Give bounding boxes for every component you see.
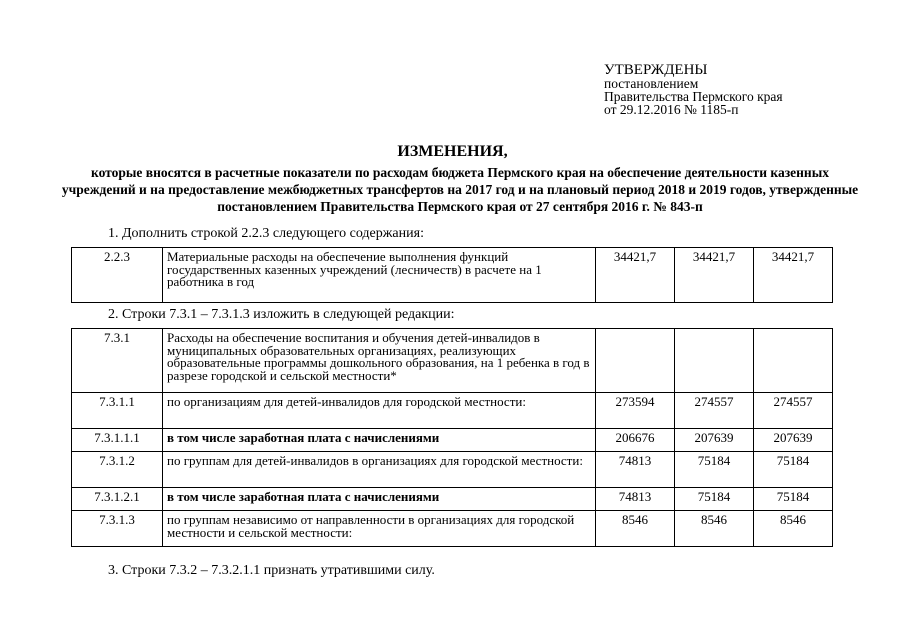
row-value-2017: 34421,7 [596,248,675,303]
table-row [72,329,833,393]
row-value-2019: 274557 [754,393,833,429]
table-row [72,452,833,488]
row-value-2017: 8546 [596,511,675,547]
row-code: 2.2.3 [72,248,163,303]
row-value-2019: 8546 [754,511,833,547]
row-value-2018: 8546 [675,511,754,547]
row-value-2018: 75184 [675,488,754,511]
row-code: 7.3.1.1.1 [72,429,163,452]
item-2-text: 2. Строки 7.3.1 – 7.3.1.3 изложить в следующей редакции: [108,307,455,322]
row-value-2019: 75184 [754,488,833,511]
row-description: в том числе заработная плата с начислениями [163,488,596,511]
table-row [72,488,833,511]
row-code: 7.3.1 [72,329,163,393]
document-title: ИЗМЕНЕНИЯ, [397,143,508,160]
approval-heading: УТВЕРЖДЕНЫ [604,62,708,78]
approval-stamp [604,64,783,116]
table-row [72,248,833,303]
row-code: 7.3.1.2 [72,452,163,488]
row-description: по группам независимо от направленности в организациях для городской местности и сельской местности: [163,511,596,547]
row-description: по группам для детей-инвалидов в организациях для городской местности: [163,452,596,488]
row-value-2019: 34421,7 [754,248,833,303]
row-description: Материальные расходы на обеспечение выполнения функций государственных казенных учреждений (лесничеств) в расчете на 1 работника в год [163,248,596,303]
row-value-2017: 206676 [596,429,675,452]
row-value-2019: 75184 [754,452,833,488]
document-subtitle: которые вносятся в расчетные показатели по расходам бюджета Пермского края на обеспечение деятельности казенных учреждений и на предоставление межбюджетных трансфертов на 2017 год и на плановый период 2018 и 2019 годов, утвержденные постановлением Правительства Пермского края от 27 сентября 2016 г. № 843-п [61,165,859,214]
row-value-2017 [596,329,675,393]
approval-line: Правительства Пермского края [604,89,783,104]
row-value-2018: 207639 [675,429,754,452]
row-value-2019: 207639 [754,429,833,452]
table-row [72,511,833,547]
item-3-text: 3. Строки 7.3.2 – 7.3.2.1.1 признать утратившими силу. [108,563,435,578]
row-code: 7.3.1.1 [72,393,163,429]
table-row [72,429,833,452]
row-code: 7.3.1.3 [72,511,163,547]
row-value-2017: 273594 [596,393,675,429]
table-row [72,393,833,429]
row-description: Расходы на обеспечение воспитания и обучения детей-инвалидов в муниципальных образовательных организациях, реализующих образовательные программы дошкольного образования, на 1 ребенка в год в разрезе городской и сельской местности* [163,329,596,393]
table-lines-7-3-1 [71,328,833,547]
table-line-2-2-3 [71,247,833,303]
row-value-2019 [754,329,833,393]
row-value-2017: 74813 [596,488,675,511]
approval-line: постановлением [604,76,699,91]
row-description: в том числе заработная плата с начислениями [163,429,596,452]
approval-date: от 29.12.2016 № 1185-п [604,102,739,117]
row-value-2018: 34421,7 [675,248,754,303]
row-description: по организациям для детей-инвалидов для городской местности: [163,393,596,429]
row-code: 7.3.1.2.1 [72,488,163,511]
row-value-2018: 75184 [675,452,754,488]
row-value-2017: 74813 [596,452,675,488]
row-value-2018: 274557 [675,393,754,429]
row-value-2018 [675,329,754,393]
item-1-text: 1. Дополнить строкой 2.2.3 следующего содержания: [108,226,424,241]
